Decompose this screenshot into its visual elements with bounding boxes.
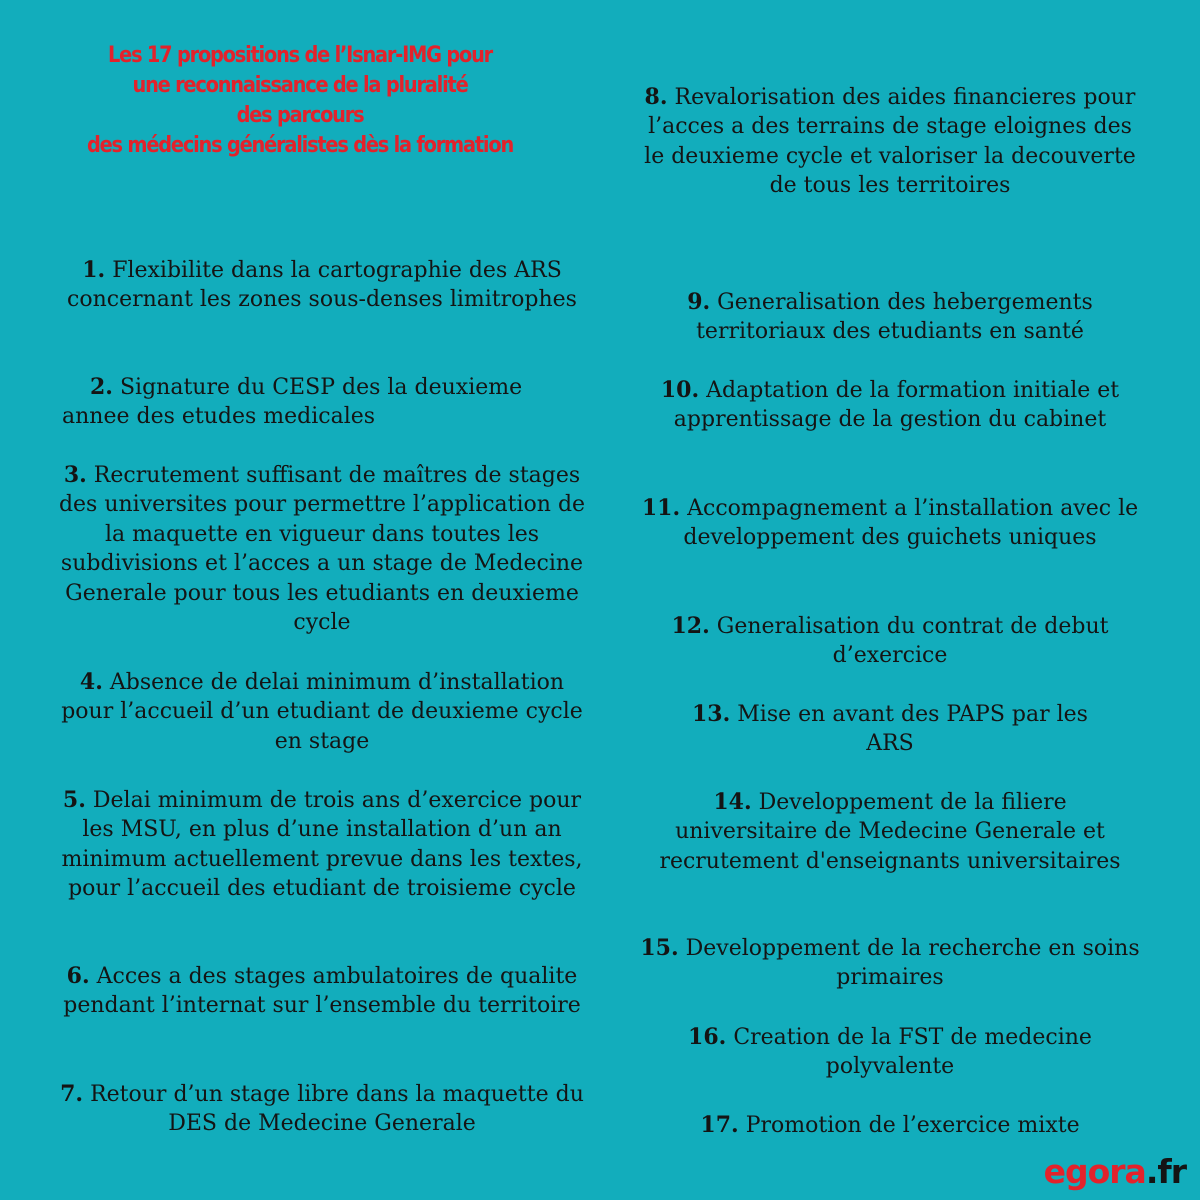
proposal-text: Recrutement suffisant de maîtres de stages des universites pour permettre l’application de la maquette en vigueur dans toutes les subdivisions et l’acces a un stage de Medecine Generale pour tous les etudiants en deuxieme cycle xyxy=(58,463,586,636)
proposal-number: 11. xyxy=(641,495,681,521)
proposal-item xyxy=(640,1023,1140,1082)
proposal-number: 2. xyxy=(90,374,113,400)
proposal-number: 15. xyxy=(640,935,679,961)
proposal-item xyxy=(640,288,1140,347)
proposal-text: Mise en avant des PAPS par les ARS xyxy=(737,702,1088,757)
proposal-text: Revalorisation des aides financieres pour l’acces a des terrains de stage eloignes des le deuxieme cycle et valoriser la decouverte de tous les territoires xyxy=(644,85,1136,199)
proposal-text: Flexibilite dans la cartographie des ARS concernant les zones sous-denses limitrophes xyxy=(67,258,577,313)
title-line: Les 17 propositions de l’Isnar-IMG pour xyxy=(108,42,492,68)
logo-text-egora: egora xyxy=(1043,1152,1146,1191)
proposal-text: Generalisation du contrat de debut d’exercice xyxy=(716,614,1109,669)
proposal-number: 7. xyxy=(60,1081,84,1107)
proposal-text: Developpement de la filiere universitaire de Medecine Generale et recrutement d'enseignants universitaires xyxy=(659,790,1121,874)
proposal-number: 12. xyxy=(671,613,710,639)
proposal-text: Adaptation de la formation initiale et apprentissage de la gestion du cabinet xyxy=(673,378,1120,433)
proposal-item xyxy=(640,376,1140,435)
proposal-item xyxy=(640,1111,1140,1140)
proposal-number: 13. xyxy=(692,701,731,727)
proposal-item xyxy=(640,83,1140,201)
egora-logo xyxy=(1044,1154,1186,1190)
proposal-item xyxy=(640,612,1140,671)
proposal-item xyxy=(62,373,562,432)
proposal-item xyxy=(675,700,1105,759)
title-line: des parcours xyxy=(236,102,364,128)
title-line: des médecins généralistes dès la formation xyxy=(86,132,514,158)
proposal-item xyxy=(640,934,1140,993)
proposal-text: Developpement de la recherche en soins primaires xyxy=(685,936,1140,991)
proposal-text: Signature du CESP des la deuxieme annee des etudes medicales xyxy=(62,375,523,430)
proposal-text: Creation de la FST de medecine polyvalente xyxy=(733,1025,1092,1080)
proposal-item xyxy=(52,668,592,756)
proposal-number: 8. xyxy=(644,84,668,110)
proposal-number: 4. xyxy=(79,669,103,695)
proposal-item xyxy=(640,494,1140,553)
proposal-item xyxy=(640,788,1140,876)
proposal-number: 5. xyxy=(62,787,86,813)
proposal-text: Delai minimum de trois ans d’exercice pour les MSU, en plus d’une installation d’un an minimum actuellement prevue dans les textes, pour l’accueil des etudiant de troisieme cycle xyxy=(61,788,583,902)
proposal-number: 14. xyxy=(713,789,752,815)
proposal-number: 17. xyxy=(700,1112,739,1138)
proposal-number: 16. xyxy=(688,1024,727,1050)
proposal-item xyxy=(52,962,592,1021)
proposal-number: 9. xyxy=(687,289,711,315)
proposal-item xyxy=(52,786,592,904)
proposal-item xyxy=(52,256,592,315)
proposal-number: 1. xyxy=(82,257,106,283)
proposal-text: Acces a des stages ambulatoires de qualite pendant l’internat sur l’ensemble du territoire xyxy=(63,964,581,1019)
proposal-number: 6. xyxy=(66,963,90,989)
proposal-text: Accompagnement a l’installation avec le developpement des guichets uniques xyxy=(683,496,1139,551)
proposal-number: 3. xyxy=(63,462,87,488)
proposal-text: Generalisation des hebergements territoriaux des etudiants en santé xyxy=(696,290,1093,345)
proposal-text: Retour d’un stage libre dans la maquette du DES de Medecine Generale xyxy=(90,1082,584,1137)
proposal-item xyxy=(52,461,592,637)
proposal-item xyxy=(52,1080,592,1139)
page-title xyxy=(76,40,523,160)
proposal-text: Absence de delai minimum d’installation pour l’accueil d’un etudiant de deuxieme cycle en stage xyxy=(61,670,583,754)
logo-text-fr: .fr xyxy=(1145,1152,1186,1191)
proposal-text: Promotion de l’exercice mixte xyxy=(745,1113,1080,1138)
proposal-number: 10. xyxy=(660,377,700,403)
title-line: une reconnaissance de la pluralité xyxy=(132,72,468,98)
